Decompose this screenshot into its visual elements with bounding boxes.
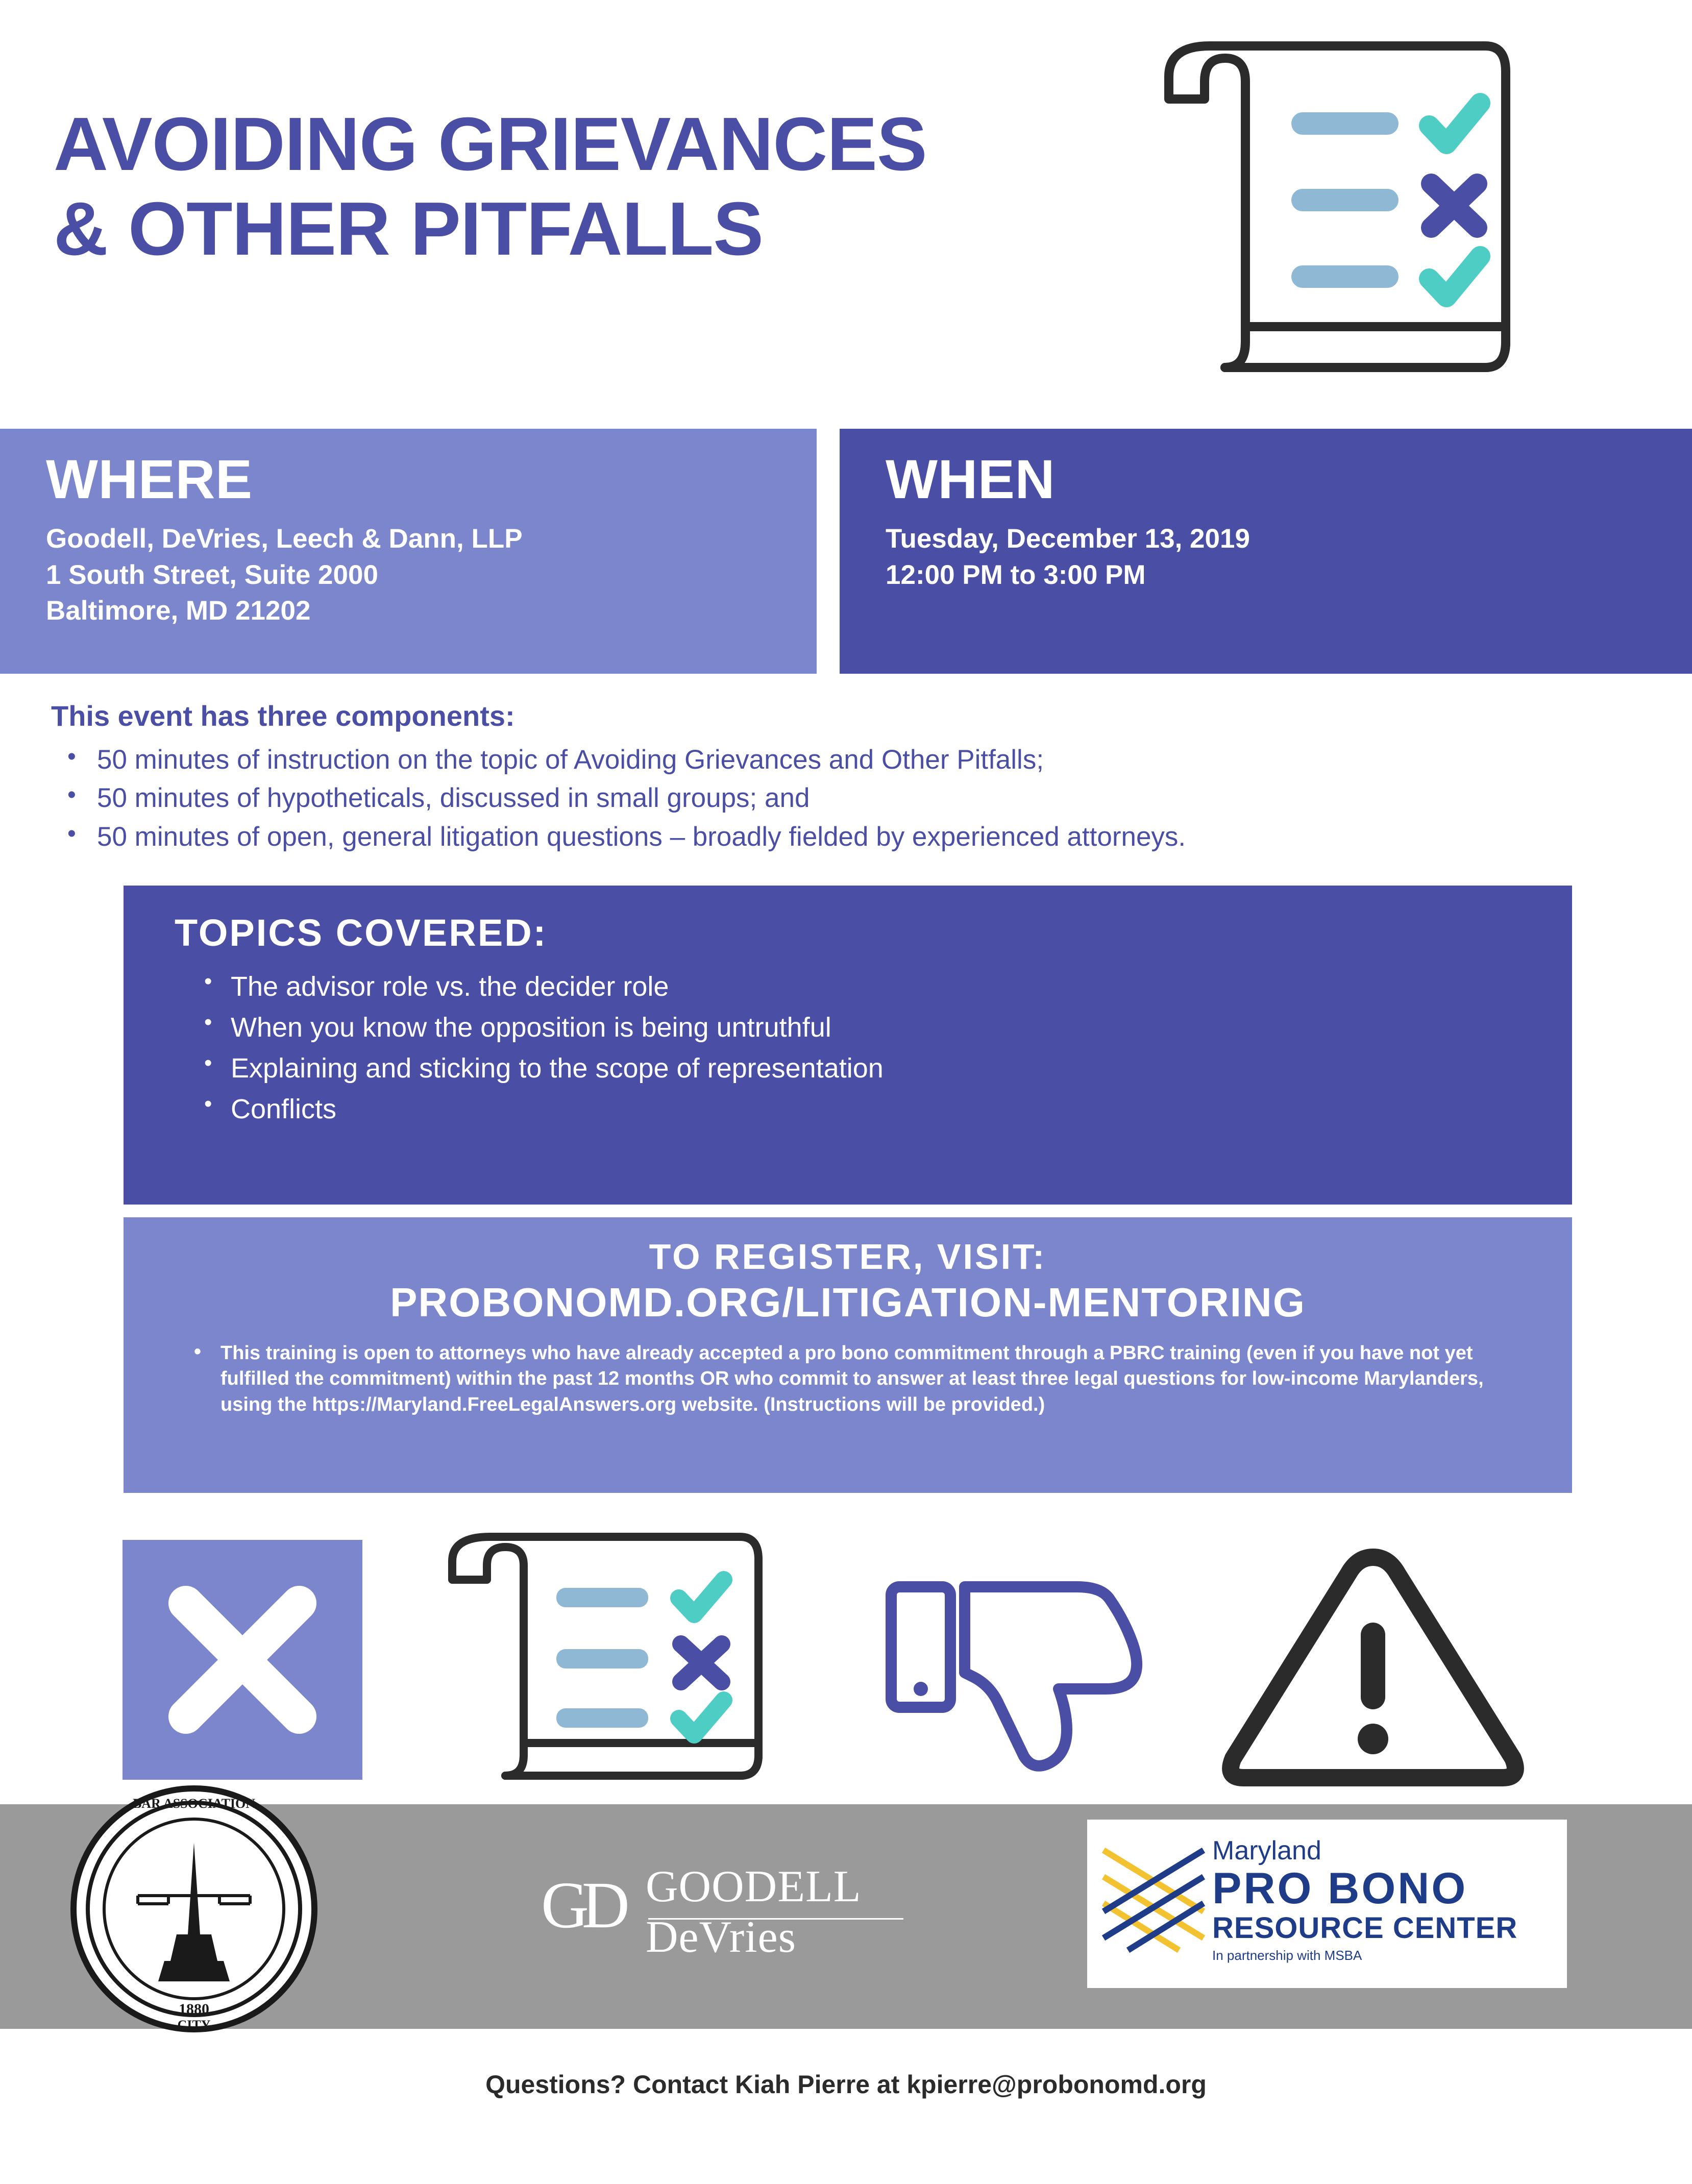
list-item: • 50 minutes of hypotheticals, discussed in small groups; and [97, 779, 1644, 817]
goodell-line-2: DeVries [646, 1912, 796, 1962]
goodell-wordmark [646, 1862, 861, 1962]
components-section [51, 699, 1644, 856]
where-panel [0, 429, 817, 674]
svg-text:CITY: CITY [177, 2018, 211, 2032]
page-title [54, 102, 1125, 272]
pbrc-weave-icon [1097, 1840, 1210, 1957]
checklist-scroll-icon-2 [434, 1529, 791, 1794]
list-item: • 50 minutes of open, general litigation questions – broadly fielded by experienced attorneys. [97, 818, 1644, 856]
register-heading: TO REGISTER, VISIT: [649, 1237, 1047, 1277]
warning-triangle-icon [1215, 1539, 1531, 1794]
when-heading: WHEN [886, 448, 1055, 510]
where-line-1: Goodell, DeVries, Leech & Dann, LLP [46, 524, 523, 554]
when-panel [840, 429, 1692, 674]
thumbs-down-icon [883, 1575, 1169, 1774]
when-line-1: Tuesday, December 13, 2019 [886, 524, 1250, 554]
list-item: • Conflicts [231, 1089, 1541, 1130]
pbrc-partner-line: In partnership with MSBA [1212, 1948, 1362, 1964]
pbrc-maryland: Maryland [1212, 1836, 1321, 1866]
page-title-line1: AVOIDING GRIEVANCES [54, 102, 927, 186]
topics-panel [124, 886, 1572, 1205]
bar-association-seal [66, 1781, 322, 2036]
where-line-3: Baltimore, MD 21202 [46, 596, 311, 626]
pbrc-logo [1087, 1820, 1567, 1988]
pbrc-resource-center: RESOURCE CENTER [1212, 1911, 1518, 1945]
page-title-line2: & OTHER PITFALLS [54, 186, 763, 271]
where-details [46, 521, 817, 629]
header [0, 0, 1692, 419]
register-panel [124, 1217, 1572, 1493]
icon-row [0, 1529, 1692, 1799]
when-details [886, 521, 1692, 593]
list-item: • The advisor role vs. the decider role [231, 967, 1541, 1008]
goodell-monogram: GD [541, 1869, 623, 1942]
register-url[interactable]: PROBONOMD.ORG/LITIGATION-MENTORING [390, 1279, 1306, 1325]
topics-heading: TOPICS COVERED: [175, 912, 548, 954]
pbrc-pro-bono: PRO BONO [1212, 1863, 1468, 1913]
where-line-2: 1 South Street, Suite 2000 [46, 559, 378, 590]
x-mark-icon [122, 1540, 362, 1780]
checklist-scroll-icon [1148, 36, 1547, 393]
where-heading: WHERE [46, 448, 253, 510]
list-item: • When you know the opposition is being untruthful [231, 1008, 1541, 1048]
goodell-line-1: GOODELL [646, 1862, 862, 1911]
topics-list [175, 967, 1541, 1130]
goodell-devries-logo [541, 1858, 909, 1980]
components-list [51, 741, 1644, 856]
svg-text:1880: 1880 [179, 2001, 209, 2018]
pbrc-wordmark [1212, 1837, 1554, 1964]
list-item: • Explaining and sticking to the scope of representation [231, 1048, 1541, 1089]
when-line-2: 12:00 PM to 3:00 PM [886, 559, 1146, 590]
list-item: • 50 minutes of instruction on the topic of Avoiding Grievances and Other Pitfalls; [97, 741, 1644, 779]
register-eligibility-note: • This training is open to attorneys who have already accepted a pro bono commitment through a PBRC training (even if you have not yet fulfilled the commitment) within the past 12 months OR who commit to answer at least three legal questions for low-income Marylanders, using the https://Maryland.FreeLegalAnswers.org website. (Instructions will be provided.) [220, 1340, 1486, 1418]
questions-contact-line: Questions? Contact Kiah Pierre at kpierre@probonomd.org [485, 2070, 1207, 2099]
svg-text:BAR ASSOCIATION: BAR ASSOCIATION [132, 1796, 256, 1811]
components-heading: This event has three components: [51, 700, 515, 732]
